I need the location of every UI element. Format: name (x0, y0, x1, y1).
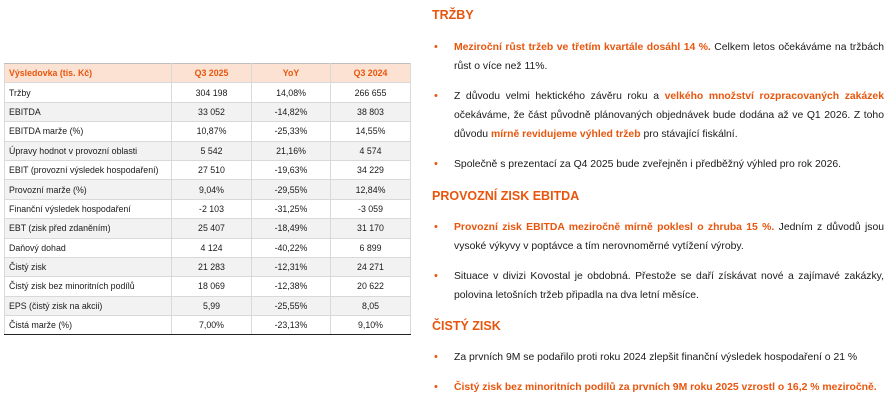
highlight-text: Provozní zisk EBITDA meziročně mírně poklesl o zhruba 15 %. (454, 222, 775, 233)
bullet-ebitda-2 (432, 267, 884, 305)
value-cell: 21 283 (172, 257, 252, 276)
value-cell: 4 124 (172, 238, 252, 257)
table-row (5, 180, 411, 199)
row-label-cell: EBITDA marže (%) (5, 122, 172, 141)
table-row (5, 219, 411, 238)
table-header-cell: Q3 2024 (331, 64, 411, 83)
table-row (5, 160, 411, 179)
value-cell: 7,00% (172, 316, 252, 335)
row-label-cell: Čistá marže (%) (5, 316, 172, 335)
table-row (5, 199, 411, 218)
bullet-dot: • (434, 270, 438, 282)
value-cell: 25 407 (172, 219, 252, 238)
bullet-dot: • (434, 158, 438, 170)
table-row (5, 83, 411, 102)
value-cell: 20 622 (331, 277, 411, 296)
value-cell: -25,55% (252, 296, 331, 315)
bullet-text: Situace v divizi Kovostal je obdobná. Přestože se daří získávat nové a zajímavé zakázky, polovina letošních tržeb připadla na dva letní měsíce. (454, 271, 884, 301)
value-cell: 266 655 (331, 83, 411, 102)
value-cell: 14,08% (252, 83, 331, 102)
bullet-text: Celkem letos očekáváme na tržbách růst o více než 11%. (454, 42, 884, 72)
table-row (5, 141, 411, 160)
bullet-ebitda-1 (432, 218, 884, 256)
table-row (5, 277, 411, 296)
value-cell: 9,10% (331, 316, 411, 335)
highlight-text: mírně revidujeme výhled tržeb (490, 129, 641, 140)
table-row (5, 122, 411, 141)
value-cell: -18,49% (252, 219, 331, 238)
value-cell: 31 170 (331, 219, 411, 238)
table-header-cell: YoY (252, 64, 331, 83)
row-label-cell: EPS (čistý zisk na akcii) (5, 296, 172, 315)
bullet-text: očekáváme, že část původně plánovaných objednávek bude dodána až ve Q1 2026. Z toho důvodu (454, 110, 884, 140)
bullet-dot: • (434, 221, 438, 233)
table-body (5, 83, 411, 335)
bullet-dot: • (434, 41, 438, 53)
value-cell: 34 229 (331, 160, 411, 179)
row-label-cell: Finanční výsledek hospodaření (5, 199, 172, 218)
row-label-cell: Provozní marže (%) (5, 180, 172, 199)
bullet-dot: • (434, 351, 438, 363)
bullet-text: Společně s prezentací za Q4 2025 bude zveřejněn i předběžný výhled pro rok 2026. (454, 159, 842, 170)
highlight-text: Čistý zisk bez minoritních podílů za prvních 9M roku 2025 vzrostl o 16,2 % meziročně. (454, 382, 877, 393)
bullet-trzby-1 (432, 38, 884, 76)
highlight-text: Meziroční růst tržeb ve třetím kvartále dosáhl 14 %. (454, 42, 711, 53)
table-header-row (5, 64, 411, 83)
row-label-cell: Čistý zisk bez minoritních podílů (5, 277, 172, 296)
value-cell: 4 574 (331, 141, 411, 160)
bullet-text: pro stávající fiskální. (640, 129, 738, 140)
value-cell: 21,16% (252, 141, 331, 160)
bullet-dot: • (434, 90, 438, 102)
income-statement-table (4, 63, 411, 335)
value-cell: -19,63% (252, 160, 331, 179)
value-cell: -2 103 (172, 199, 252, 218)
table-row (5, 316, 411, 335)
value-cell: 8,05 (331, 296, 411, 315)
row-label-cell: EBIT (provozní výsledek hospodaření) (5, 160, 172, 179)
bullet-text: Jedním z důvodů jsou vysoké výkyvy v poptávce a tím nerovnoměrné vytížení výroby. (454, 222, 885, 252)
value-cell: -31,25% (252, 199, 331, 218)
value-cell: 9,04% (172, 180, 252, 199)
value-cell: 5 542 (172, 141, 252, 160)
bullet-text: Za prvních 9M se podařilo proti roku 2024 zlepšit finanční výsledek hospodaření o 21 % (454, 352, 858, 363)
value-cell: 5,99 (172, 296, 252, 315)
value-cell: 38 803 (331, 102, 411, 121)
section-heading-zisk: ČISTÝ ZISK (432, 319, 501, 333)
row-label-cell: Úpravy hodnot v provozní oblasti (5, 141, 172, 160)
value-cell: 12,84% (331, 180, 411, 199)
section-heading-ebitda: PROVOZNÍ ZISK EBITDA (432, 189, 580, 203)
row-label-cell: Tržby (5, 83, 172, 102)
value-cell: 33 052 (172, 102, 252, 121)
bullet-trzby-2 (432, 87, 884, 144)
table-row (5, 238, 411, 257)
table-header-cell: Výsledovka (tis. Kč) (5, 64, 172, 83)
value-cell: -12,38% (252, 277, 331, 296)
bullet-zisk-2 (432, 378, 884, 397)
table-header-cell: Q3 2025 (172, 64, 252, 83)
table-row (5, 257, 411, 276)
value-cell: 24 271 (331, 257, 411, 276)
bullet-trzby-3 (432, 155, 884, 174)
row-label-cell: EBITDA (5, 102, 172, 121)
bullet-dot: • (434, 381, 438, 393)
value-cell: 27 510 (172, 160, 252, 179)
row-label-cell: EBT (zisk před zdaněním) (5, 219, 172, 238)
value-cell: 10,87% (172, 122, 252, 141)
value-cell: 18 069 (172, 277, 252, 296)
value-cell: -25,33% (252, 122, 331, 141)
value-cell: 14,55% (331, 122, 411, 141)
section-heading-trzby: TRŽBY (432, 8, 474, 22)
table-row (5, 296, 411, 315)
value-cell: -14,82% (252, 102, 331, 121)
value-cell: -3 059 (331, 199, 411, 218)
value-cell: -40,22% (252, 238, 331, 257)
highlight-text: velkého množství rozpracovaných zakázek (664, 91, 884, 102)
value-cell: -23,13% (252, 316, 331, 335)
row-label-cell: Čistý zisk (5, 257, 172, 276)
bullet-zisk-1 (432, 348, 884, 367)
value-cell: 6 899 (331, 238, 411, 257)
bullet-text: Z důvodu velmi hektického závěru roku a (454, 91, 665, 102)
value-cell: -29,55% (252, 180, 331, 199)
value-cell: 304 198 (172, 83, 252, 102)
row-label-cell: Daňový dohad (5, 238, 172, 257)
value-cell: -12,31% (252, 257, 331, 276)
table-row (5, 102, 411, 121)
